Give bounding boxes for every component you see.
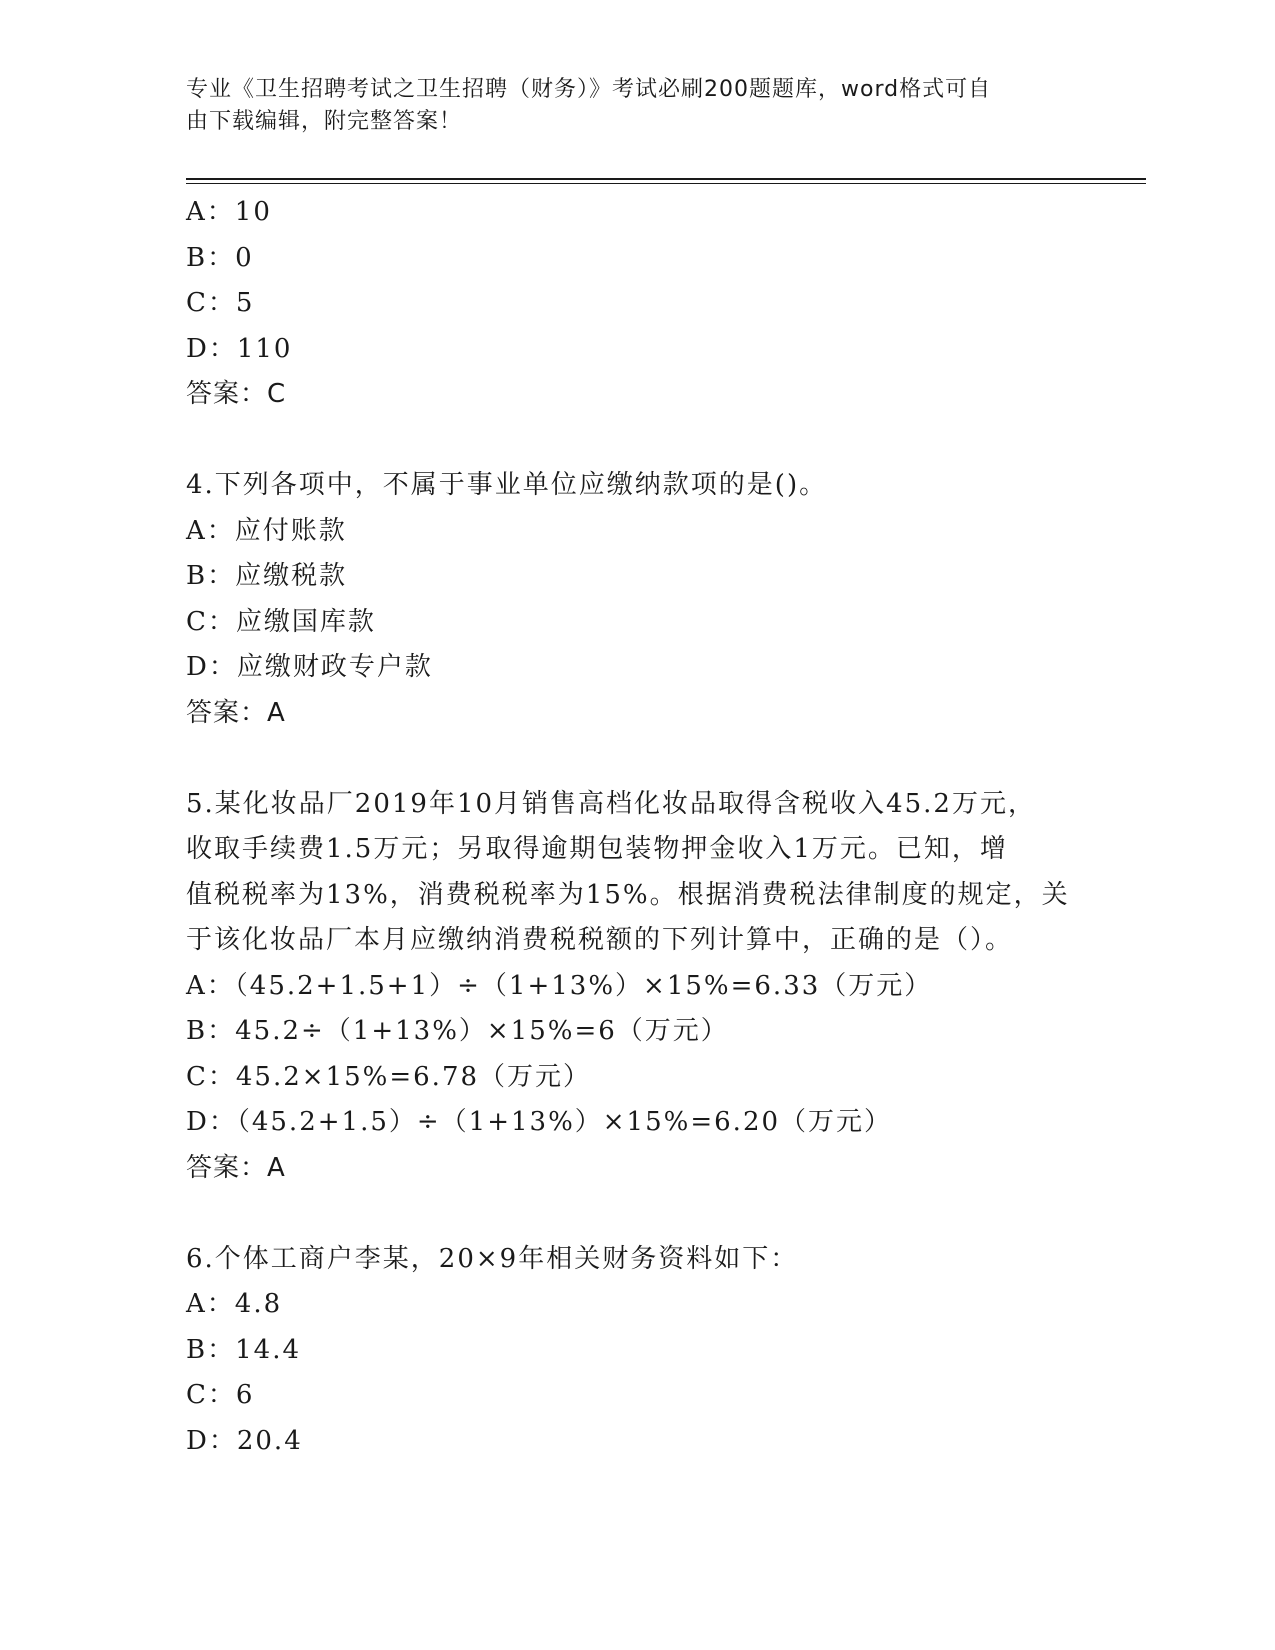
question-text: 4.下列各项中，不属于事业单位应缴纳款项的是()。	[186, 470, 828, 500]
option-d: D：110	[186, 333, 293, 364]
option-c: C：45.2×15%=6.78（万元）	[186, 1061, 592, 1092]
question-text-line-3: 值税税率为13%，消费税税率为15%。根据消费税法律制度的规定，关	[186, 879, 1070, 910]
option-b: B：0	[186, 242, 254, 273]
header-rule	[186, 178, 1146, 180]
question-text-line-1: 5.某化妆品厂2019年10月销售高档化妆品取得含税收入45.2万元，	[186, 788, 1036, 819]
question-text-line-2: 收取手续费1.5万元；另取得逾期包装物押金收入1万元。已知，增	[186, 834, 1008, 864]
answer: 答案：A	[186, 1152, 286, 1183]
option-b: B：应缴税款	[186, 561, 348, 591]
document-header	[186, 74, 1066, 138]
header-line-2: 由下载编辑，附完整答案！	[186, 109, 463, 134]
question-4	[186, 463, 1066, 736]
option-b: B：14.4	[186, 1334, 301, 1365]
option-d: D：应缴财政专户款	[186, 652, 433, 682]
option-c: C：应缴国库款	[186, 606, 376, 637]
option-b: B：45.2÷（1+13%）×15%=6（万元）	[186, 1016, 729, 1046]
question-5	[186, 782, 1070, 1192]
question-text-line-4: 于该化妆品厂本月应缴纳消费税税额的下列计算中，正确的是（）。	[186, 925, 1014, 955]
option-d: D：（45.2+1.5）÷（1+13%）×15%=6.20（万元）	[186, 1107, 893, 1137]
option-a: A：10	[186, 197, 272, 227]
spacer	[186, 418, 1066, 464]
header-line-1: 专业《卫生招聘考试之卫生招聘（财务）》考试必刷200题题库，word格式可自	[186, 77, 992, 102]
option-d: D：20.4	[186, 1425, 303, 1456]
option-c: C：5	[186, 288, 255, 318]
answer: 答案：A	[186, 697, 286, 728]
spacer	[186, 736, 1066, 782]
option-a: A：4.8	[186, 1289, 283, 1319]
question-3	[186, 190, 1066, 418]
question-6	[186, 1237, 1066, 1465]
header-rule-thin	[186, 183, 1146, 184]
answer: 答案：C	[186, 379, 287, 409]
option-c: C：6	[186, 1380, 255, 1410]
question-text: 6.个体工商户李某，20×9年相关财务资料如下：	[186, 1243, 799, 1274]
question-list	[186, 190, 1070, 1464]
spacer	[186, 1191, 1066, 1237]
option-a: A：应付账款	[186, 515, 347, 546]
option-a: A：（45.2+1.5+1）÷（1+13%）×15%=6.33（万元）	[186, 970, 933, 1001]
